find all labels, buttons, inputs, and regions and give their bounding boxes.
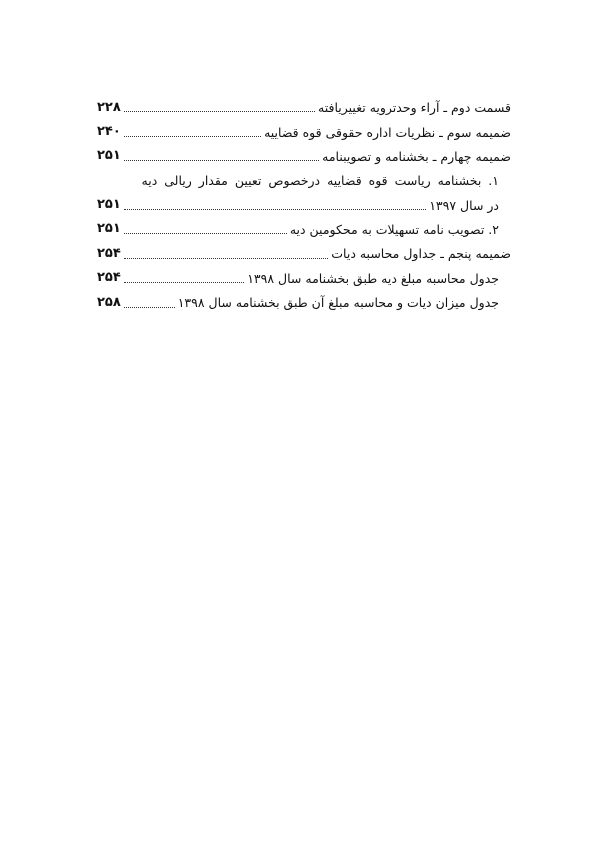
toc-entry-title: ۲. تصویب نامه تسهیلات به محکومین دیه [289, 222, 499, 238]
toc-leader-dots [124, 160, 319, 161]
toc-entry[interactable] [97, 116, 511, 140]
toc-entry-title: ضمیمه پنجم ـ جداول محاسبه دیات [331, 246, 511, 262]
toc-entry-title: جدول میزان دیات و محاسبه مبلغ آن طبق بخشنامه سال ۱۳۹۸ [177, 295, 499, 311]
toc-entry[interactable] [97, 92, 511, 116]
toc-entry-page: ۲۵۴ [97, 245, 121, 261]
toc-entry[interactable] [97, 141, 511, 165]
toc-leader-dots [124, 209, 426, 210]
toc-entry-title: ضمیمه چهارم ـ بخشنامه و تصویبنامه [322, 148, 511, 164]
toc-leader-dots [124, 258, 328, 259]
toc-leader-dots [124, 111, 315, 112]
toc-leader-dots [124, 282, 244, 283]
toc-entry[interactable] [97, 287, 511, 311]
toc-leader-dots [124, 307, 175, 308]
toc-leader-dots [124, 233, 287, 234]
toc-entry-page: ۲۵۱ [97, 197, 121, 213]
toc-entry-page: ۲۵۴ [97, 270, 121, 286]
toc-entry-page: ۲۴۰ [97, 123, 121, 139]
toc-entry[interactable] [97, 190, 511, 214]
toc-entry-title-continued: در سال ۱۳۹۷ [429, 197, 499, 213]
toc-entry-page: ۲۲۸ [97, 99, 121, 115]
toc-entry-title: ضمیمه سوم ـ نظریات اداره حقوقی قوه قضاییه [264, 124, 511, 140]
toc-entry-page: ۲۵۱ [97, 221, 121, 237]
toc-entry[interactable] [97, 238, 511, 262]
toc-entry[interactable] [97, 214, 511, 238]
toc-entry-wrapped-line[interactable] [97, 165, 511, 189]
toc-entry-title: ۱. بخشنامه ریاست قوه قضاییه درخصوص تعیین مقدار ریالی دیه [141, 173, 499, 189]
toc-entry-title: جدول محاسبه مبلغ دیه طبق بخشنامه سال ۱۳۹۸ [247, 270, 499, 286]
toc-entry-page: ۲۵۱ [97, 148, 121, 164]
toc-entry[interactable] [97, 263, 511, 287]
toc-entry-title: قسمت دوم ـ آراء وحدترویه تغییریافته [318, 100, 511, 116]
table-of-contents [97, 92, 511, 312]
toc-entry-page: ۲۵۸ [97, 294, 121, 310]
toc-leader-dots [124, 136, 261, 137]
